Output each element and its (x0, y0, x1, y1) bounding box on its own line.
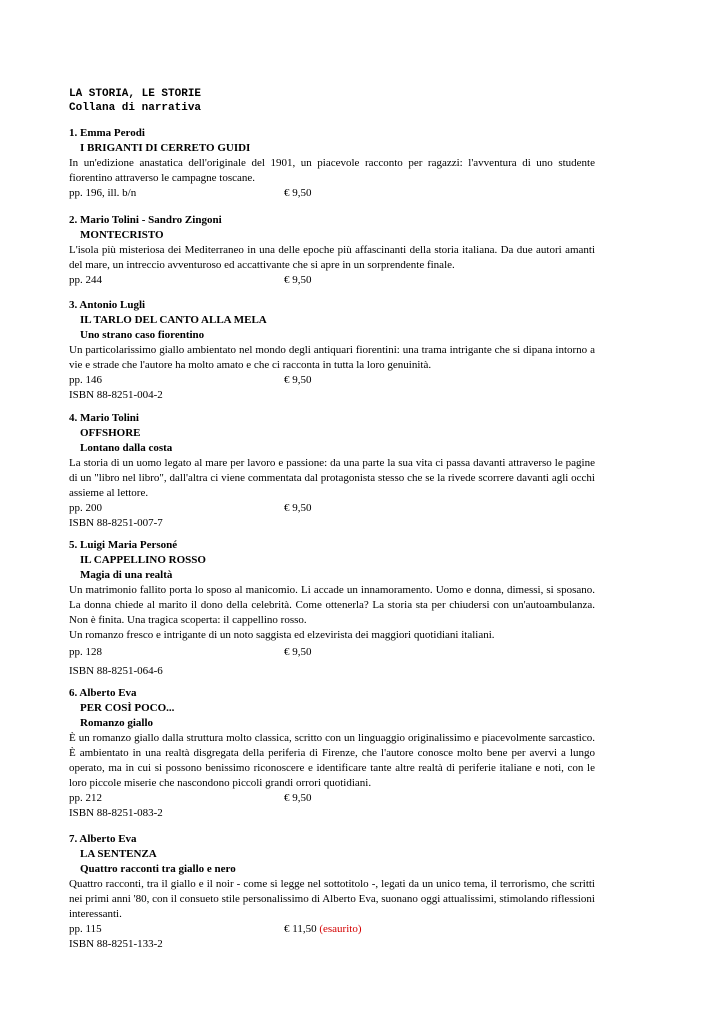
entry-author: 5. Luigi Maria Personé (69, 539, 178, 551)
entry-title: PER COSÌ POCO... (80, 702, 175, 714)
entry-price-group (284, 922, 362, 937)
entry-author: 1. Emma Perodi (69, 127, 145, 139)
entry-price: € 9,50 (284, 374, 312, 386)
entry-description: Un particolarissimo giallo ambientato nel mondo degli antiquari fiorentini: una trama intrigante che si dipana intorno a vie e strade che l'autore ha molto amato e che ci racconta in tutta la loro genuinità. (69, 344, 595, 371)
entry-price: € 9,50 (284, 187, 312, 199)
entry-title: IL CAPPELLINO ROSSO (80, 554, 206, 566)
entry-subtitle: Romanzo giallo (80, 717, 154, 729)
entry-author: 2. Mario Tolini - Sandro Zingoni (69, 214, 222, 226)
book-entry-4 (69, 411, 595, 531)
series-subtitle: Collana di narrativa (69, 102, 202, 114)
entry-description: È un romanzo giallo dalla struttura molto classica, scritto con un linguaggio originalissimo e piacevolmente sarcastico. È ambientato in una realtà disgregata della periferia di Firenze, che l'autore conosce molto bene per avervi a lungo operato, ma in cui si possono benissimo riconoscere e identificare tante altre realtà di periferie italiane e noti, con le loro piccole miserie che nascondono piccoli grandi orrori quotidiani. (69, 732, 595, 789)
entry-status: (esaurito) (319, 923, 362, 935)
entry-description: La storia di un uomo legato al mare per lavoro e passione: da una parte la sua vita ci passa davanti attraverso le pagine di un "libro nel libro", dall'altra ci viene commentata dal protagonista stesso che se la rivede scorrere davanti agli occhi assieme al lettore. (69, 457, 595, 499)
book-entry-7 (69, 832, 595, 952)
entry-description: Un matrimonio fallito porta lo sposo al manicomio. Li accade un innamoramento. Uomo e donna, dimessi, si sposano. La donna chiede al marito il dono della celebrità. Come ottenerla? La storia sta per chiudersi con un'autoambulanza. Non è finita. Una tragica scoperta: il cappellino rosso. (69, 584, 595, 626)
series-title: LA STORIA, LE STORIE (69, 88, 202, 100)
entry-pages: pp. 212 (69, 792, 102, 804)
entry-description: In un'edizione anastatica dell'originale del 1901, un piacevole racconto per ragazzi: l'avventura di uno studente fiorentino attraverso le campagne toscane. (69, 157, 595, 184)
entry-title: OFFSHORE (80, 427, 141, 439)
book-entry-6 (69, 686, 595, 821)
entry-subtitle: Quattro racconti tra giallo e nero (80, 863, 236, 875)
entry-pages: pp. 146 (69, 374, 102, 386)
entry-meta (69, 273, 595, 288)
entry-pages: pp. 128 (69, 646, 102, 658)
entry-description: Quattro racconti, tra il giallo e il noir - come si legge nel sottotitolo -, legati da un unico tema, il terrorismo, che scritti nei primi anni '80, con il consueto stile personalissimo di Alberto Eva, suonano oggi attualissimi, stimolando riflessioni interessanti. (69, 878, 595, 920)
entry-price: € 11,50 (284, 923, 317, 935)
entry-pages: pp. 196, ill. b/n (69, 187, 137, 199)
entry-meta (69, 373, 595, 388)
entry-author: 4. Mario Tolini (69, 412, 139, 424)
series-header (69, 87, 201, 115)
entry-price: € 9,50 (284, 502, 312, 514)
entry-meta (69, 501, 595, 516)
entry-title: MONTECRISTO (80, 229, 164, 241)
book-entry-1 (69, 126, 595, 201)
entry-description-extra: Un romanzo fresco e intrigante di un noto saggista ed elzevirista dei maggiori quotidiani italiani. (69, 629, 495, 641)
book-entry-3 (69, 298, 595, 403)
entry-isbn: ISBN 88-8251-064-6 (69, 665, 163, 677)
entry-pages: pp. 244 (69, 274, 102, 286)
entry-title: IL TARLO DEL CANTO ALLA MELA (80, 314, 267, 326)
entry-author: 7. Alberto Eva (69, 833, 137, 845)
entry-author: 6. Alberto Eva (69, 687, 137, 699)
entry-meta (69, 186, 595, 201)
entry-subtitle: Lontano dalla costa (80, 442, 173, 454)
entry-price: € 9,50 (284, 274, 312, 286)
entry-subtitle: Uno strano caso fiorentino (80, 329, 205, 341)
entry-subtitle: Magia di una realtà (80, 569, 173, 581)
entry-title: I BRIGANTI DI CERRETO GUIDI (80, 142, 251, 154)
entry-isbn: ISBN 88-8251-004-2 (69, 389, 163, 401)
entry-pages: pp. 200 (69, 502, 102, 514)
entry-isbn: ISBN 88-8251-007-7 (69, 517, 163, 529)
entry-isbn: ISBN 88-8251-083-2 (69, 807, 163, 819)
entry-pages: pp. 115 (69, 923, 102, 935)
entry-meta (69, 791, 595, 806)
entry-author: 3. Antonio Lugli (69, 299, 146, 311)
entry-meta (69, 922, 595, 937)
book-entry-2 (69, 213, 595, 288)
entry-meta (69, 643, 595, 663)
entry-title: LA SENTENZA (80, 848, 157, 860)
entry-price: € 9,50 (284, 646, 312, 658)
entry-description: L'isola più misteriosa dei Mediterraneo in una delle epoche più affascinanti della storia italiana. Da due autori amanti del mare, un intreccio avventuroso ed accattivante che si apre in un sorprendente finale. (69, 244, 595, 271)
entry-price: € 9,50 (284, 792, 312, 804)
book-entry-5 (69, 538, 595, 679)
entry-isbn: ISBN 88-8251-133-2 (69, 938, 163, 950)
